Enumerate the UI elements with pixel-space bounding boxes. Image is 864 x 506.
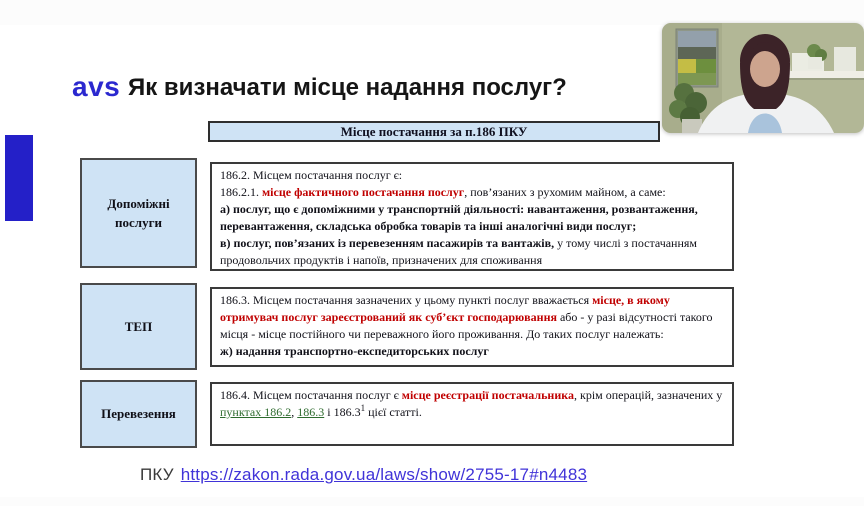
text-segment: місце реєстрації постачальника	[401, 388, 574, 402]
text-segment: , пов’язаних з рухомим майном, а саме:	[464, 185, 666, 200]
text-segment: в) послуг, пов’язаних із перевезенням пасажирів та вантажів,	[220, 236, 555, 251]
text-segment: 186.2.1.	[220, 185, 262, 200]
category-label: Допоміжні послуги	[107, 195, 170, 230]
text-segment: у тому числі з постачанням продовольчих продуктів і напоїв, призначених для споживання	[220, 236, 698, 268]
law-clause-186-2	[210, 162, 734, 271]
text-line	[220, 167, 724, 184]
header-bar	[208, 121, 660, 142]
text-segment: ,	[291, 405, 298, 420]
category-label: Перевезення	[101, 406, 176, 422]
category-box-transportation	[80, 380, 197, 448]
text-segment: 186.2. Місцем постачання послуг є:	[220, 168, 403, 182]
text-line	[220, 235, 724, 269]
text-segment: або - у разі відсутності такого місця - місце постійного чи переважного його проживання. До таких послуг належать:	[220, 310, 713, 342]
avs-logo: avs	[72, 71, 121, 102]
text-segment: 186.3. Місцем постачання зазначених у цьому пункті послуг вважається	[220, 293, 593, 307]
category-label: ТЕП	[124, 318, 153, 334]
text-segment: , крім операцій, зазначених у	[574, 388, 723, 402]
text-line	[220, 292, 724, 343]
pku-label: ПКУ	[140, 465, 174, 484]
source-line	[140, 465, 587, 485]
inline-link[interactable]: 186.3	[297, 405, 325, 420]
text-segment: 186.4. Місцем постачання послуг є	[220, 388, 402, 402]
inline-link[interactable]: пунктах 186.2	[220, 405, 292, 420]
text-segment: і 186.3	[324, 405, 361, 420]
text-segment: ж) надання транспортно-експедиторських послуг	[220, 344, 489, 359]
law-clause-186-4	[210, 382, 734, 446]
blue-accent-bar	[5, 135, 33, 221]
text-line	[220, 387, 724, 421]
source-link[interactable]: https://zakon.rada.gov.ua/laws/show/2755-17#n4483	[180, 465, 588, 484]
text-segment: цієї статті.	[365, 405, 422, 420]
law-clause-186-3	[210, 287, 734, 367]
text-line	[220, 343, 724, 360]
text-segment: 1	[360, 403, 366, 414]
presenter-webcam-tile[interactable]	[662, 23, 864, 133]
text-segment: місце, в якому отримувач послуг зареєстрований як суб’єкт господарювання	[220, 293, 670, 325]
slide-title: Як визначати місце надання послуг?	[128, 74, 567, 101]
wall-poster	[676, 29, 718, 87]
text-line	[220, 184, 724, 201]
text-segment: а) послуг, що є допоміжними у транспортній діяльності: навантаження, розвантаження, перевантаження, складська обробка товарів та інші аналогічні види послуг;	[220, 202, 698, 234]
text-segment: місце фактичного постачання послуг	[262, 185, 465, 200]
header-bar-label: Місце постачання за п.186 ПКУ	[340, 123, 528, 139]
text-line	[220, 201, 724, 235]
presenter-video	[662, 23, 864, 133]
category-box-tep	[80, 283, 197, 370]
category-box-auxiliary-services	[80, 158, 197, 268]
